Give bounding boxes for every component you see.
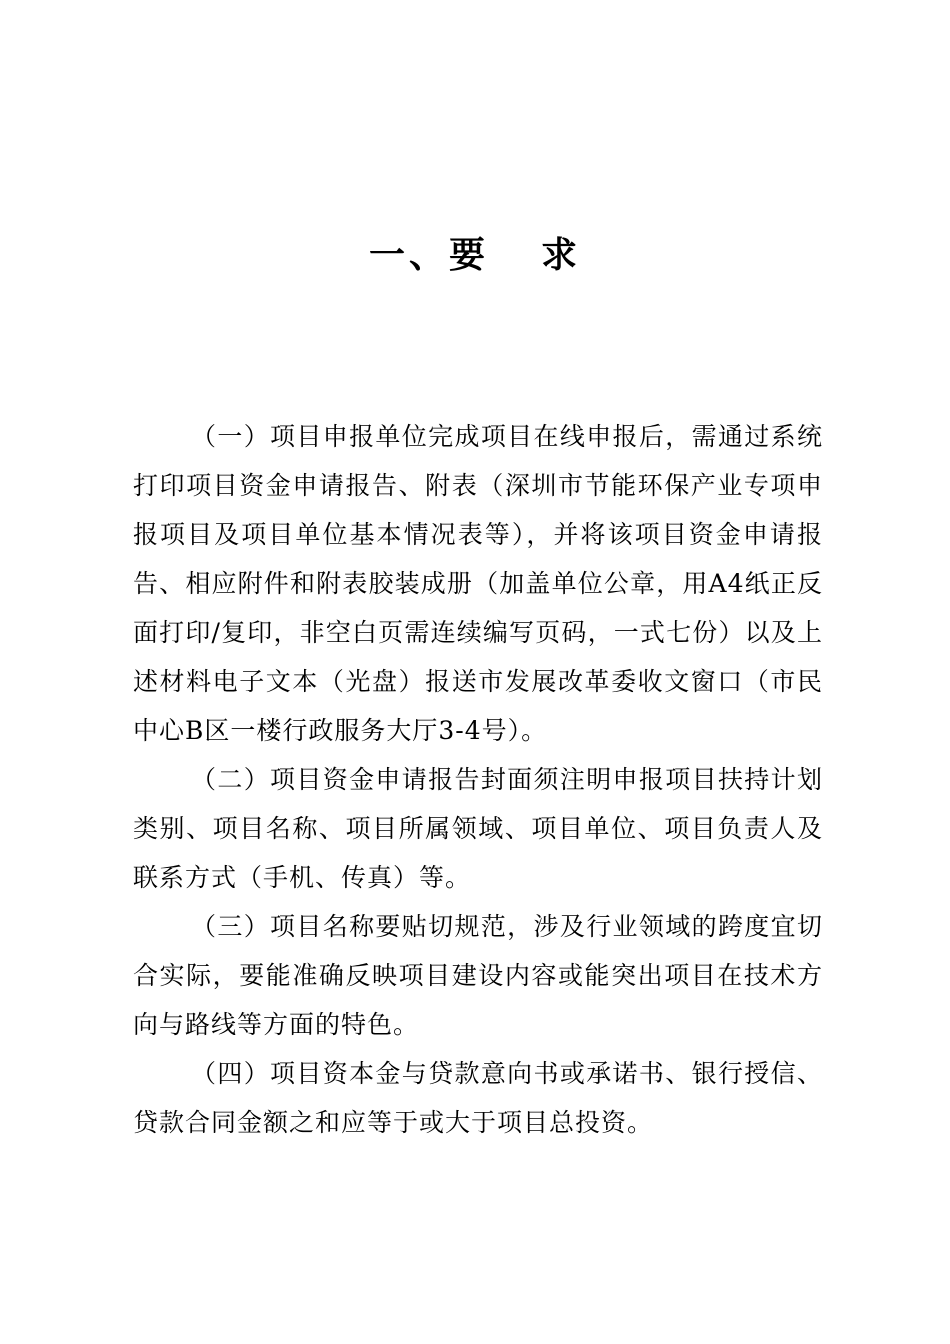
page-title-part1: 一、要 [368,235,489,276]
page-title-part2: 求 [541,235,582,276]
paragraph-2: （二）项目资金申请报告封面须注明申报项目扶持计划类别、项目名称、项目所属领域、项目单位、项目负责人及联系方式（手机、传真）等。 [133,765,823,892]
paragraph-3: （三）项目名称要贴切规范，涉及行业领域的跨度宜切合实际，要能准确反映项目建设内容或能突出项目在技术方向与路线等方面的特色。 [133,912,823,1039]
page-title [0,226,950,286]
paragraph-4: （四）项目资本金与贷款意向书或承诺书、银行授信、贷款合同金额之和应等于或大于项目总投资。 [133,1059,823,1137]
document-body [133,412,823,1147]
paragraph-1: （一）项目申报单位完成项目在线申报后，需通过系统打印项目资金申请报告、附表（深圳市节能环保产业专项申报项目及项目单位基本情况表等），并将该项目资金申请报告、相应附件和附表胶装成册（加盖单位公章，用A4纸正反面打印/复印，非空白页需连续编写页码，一式七份）以及上述材料电子文本（光盘）报送市发展改革委收文窗口（市民中心B区一楼行政服务大厅3-4号）。 [133,422,823,745]
